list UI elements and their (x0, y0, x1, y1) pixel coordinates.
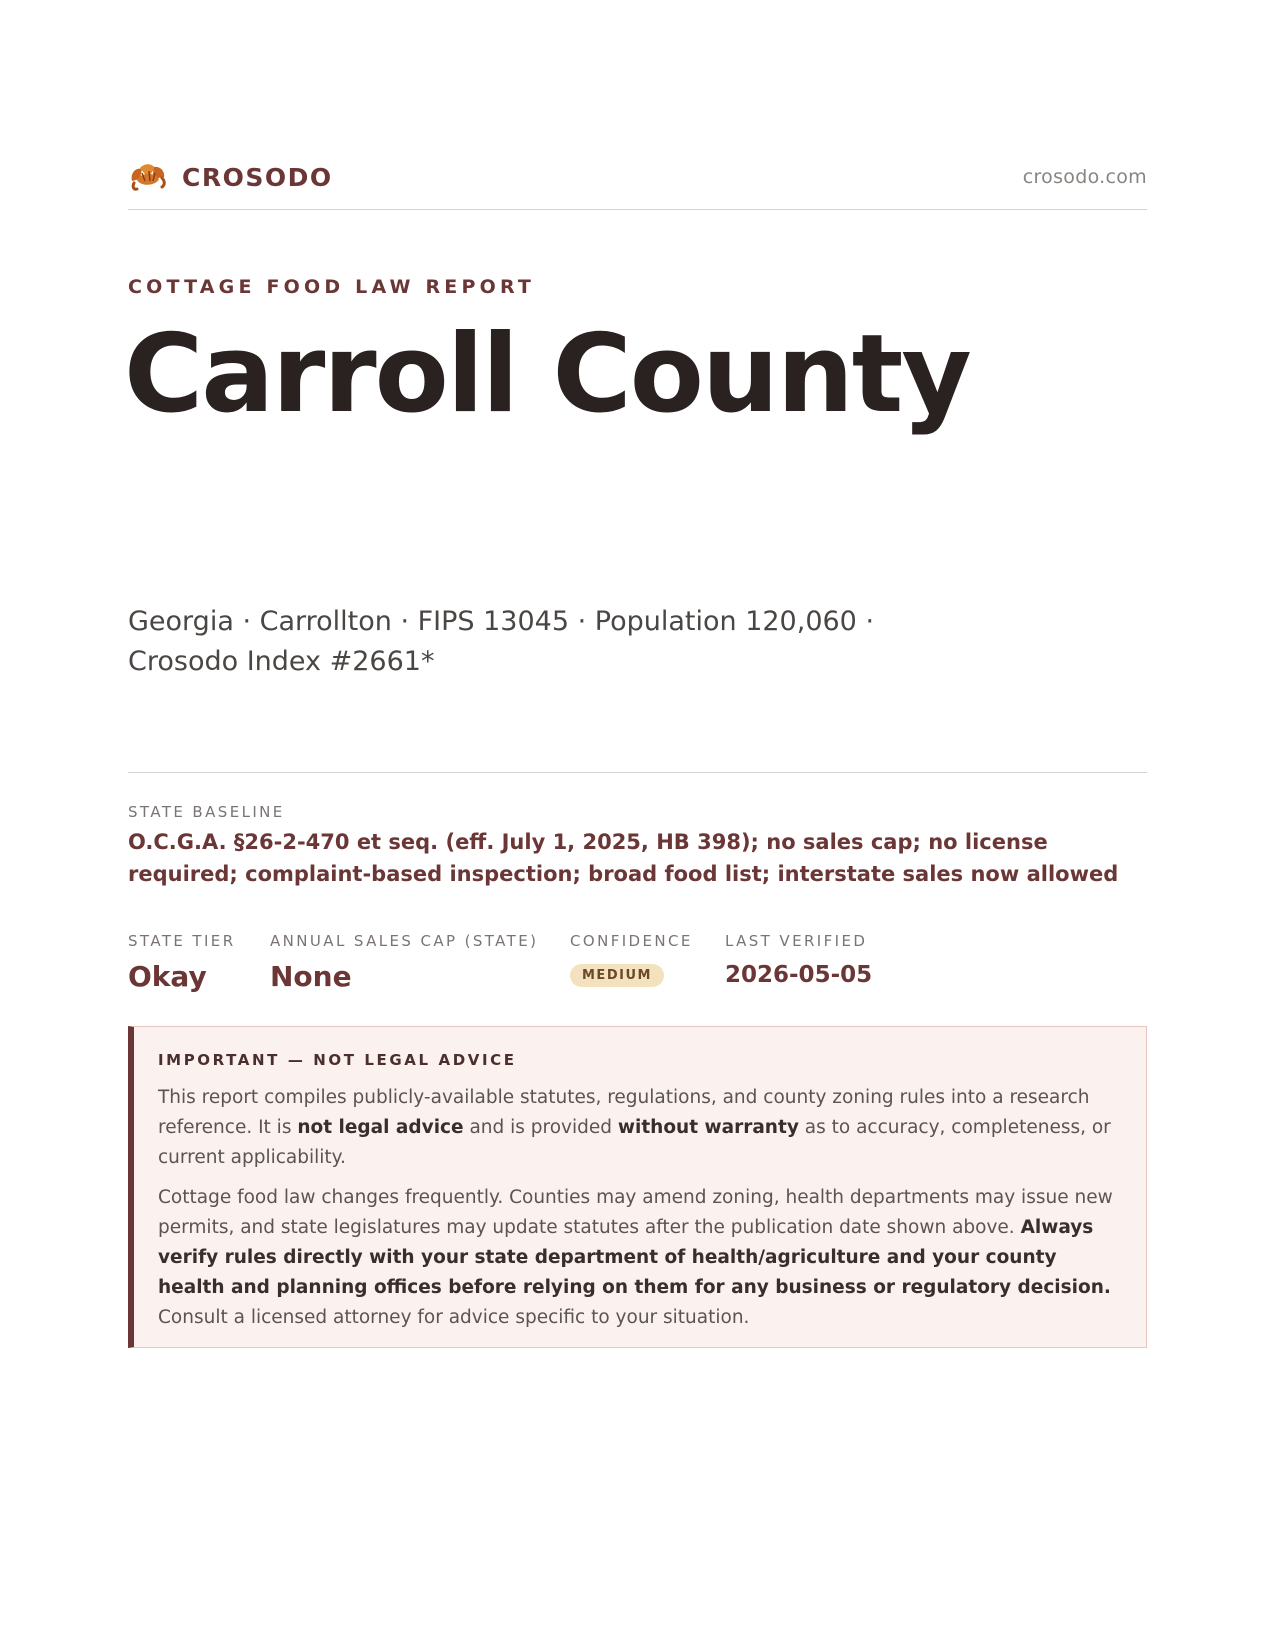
brand-name: CROSODO (182, 162, 333, 192)
stats-row (128, 931, 1147, 1001)
notice-text: as to accuracy, completeness, or current applicability. (158, 1117, 1111, 1168)
brand-logo[interactable] (128, 159, 333, 195)
stat-label: ANNUAL SALES CAP (STATE) (270, 932, 539, 950)
notice-paragraph-2 (158, 1183, 1118, 1333)
county-meta-line1: Georgia · Carrollton · FIPS 13045 · Population 120,060 · (128, 606, 875, 637)
notice-emphasis: Always verify rules directly with your state department of health/agriculture and your county health and planning offices before relying on them for any business or regulatory decision. (158, 1217, 1111, 1298)
stat-value: Okay (128, 960, 207, 993)
header-divider (128, 209, 1147, 210)
stat-label: CONFIDENCE (570, 932, 693, 950)
notice-title: IMPORTANT — NOT LEGAL ADVICE (158, 1051, 517, 1069)
report-kicker: COTTAGE FOOD LAW REPORT (128, 276, 536, 298)
notice-text: Cottage food law changes frequently. Counties may amend zoning, health departments may issue new permits, and state legislatures may update statutes after the publication date shown above. (158, 1187, 1113, 1238)
stat-sales-cap (270, 931, 538, 993)
stat-confidence (570, 931, 693, 987)
confidence-badge: MEDIUM (570, 964, 664, 987)
stat-last-verified (725, 931, 872, 988)
page-title: Carroll County (124, 312, 970, 437)
notice-text: Consult a licensed attorney for advice specific to your situation. (158, 1307, 750, 1328)
notice-emphasis: not legal advice (297, 1117, 464, 1138)
notice-text: and is provided (463, 1117, 618, 1138)
notice-emphasis: without warranty (617, 1117, 799, 1138)
stat-value: 2026-05-05 (725, 962, 873, 988)
county-meta-line2: Crosodo Index #2661* (128, 646, 435, 677)
stat-label: STATE TIER (128, 932, 236, 950)
notice-paragraph-1 (158, 1083, 1118, 1173)
stat-state-tier (128, 931, 236, 993)
stat-value: None (270, 960, 352, 993)
stat-label: LAST VERIFIED (725, 932, 868, 950)
state-baseline-label: STATE BASELINE (128, 803, 285, 821)
croissant-icon (128, 159, 168, 195)
legal-notice (128, 1026, 1147, 1348)
section-divider (128, 772, 1147, 773)
county-meta (128, 602, 888, 682)
page-header (128, 156, 1147, 208)
site-url[interactable]: crosodo.com (1022, 166, 1147, 188)
notice-body (158, 1083, 1118, 1343)
state-baseline-text: O.C.G.A. §26-2-470 et seq. (eff. July 1, 2025, HB 398); no sales cap; no license required; complaint-based inspection; broad food list; interstate sales now allowed (128, 830, 1119, 886)
notice-text: This report compiles publicly-available statutes, regulations, and county zoning rules into a research reference. It is (158, 1087, 1090, 1138)
